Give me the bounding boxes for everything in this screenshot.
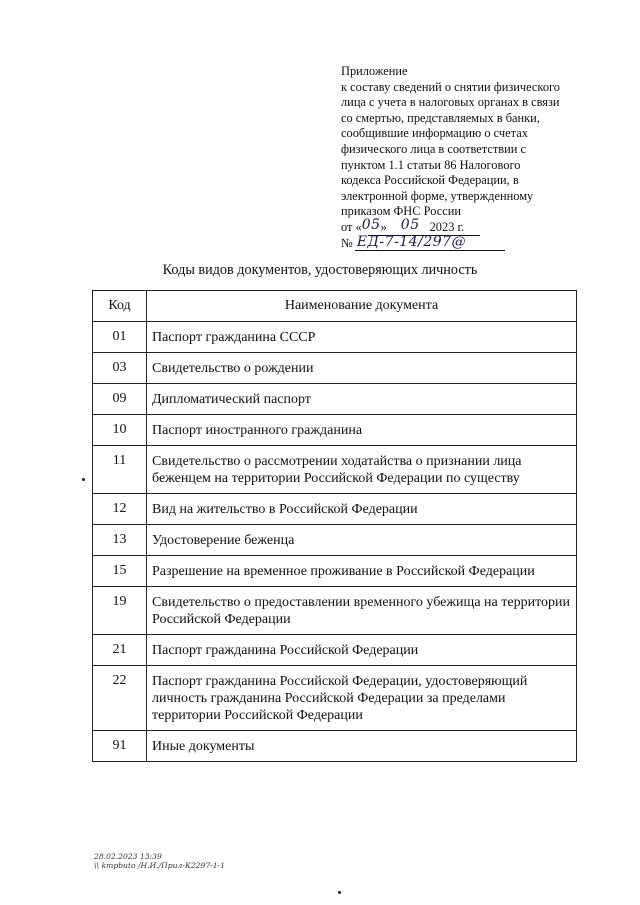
table-row: [93, 494, 577, 525]
name-cell: Разрешение на временное проживание в Российской Федерации: [147, 556, 577, 587]
table-row: [93, 446, 577, 494]
date-year: 2023 г.: [429, 219, 465, 234]
table-row: [93, 731, 577, 762]
appendix-line: приказом ФНС России: [341, 204, 461, 219]
code-cell: 09: [93, 384, 147, 415]
number-prefix: №: [341, 235, 353, 250]
code-cell: 21: [93, 635, 147, 666]
document-title: Коды видов документов, удостоверяющих личность: [162, 262, 478, 278]
code-cell: 13: [93, 525, 147, 556]
scan-speck: [338, 891, 341, 894]
table-row: [93, 322, 577, 353]
name-cell: Иные документы: [147, 731, 577, 762]
appendix-line: Приложение: [341, 64, 408, 78]
file-path: \\ kmpbuto /Н.И./Прил-К2297-1-1: [94, 861, 225, 870]
code-cell: 15: [93, 556, 147, 587]
appendix-line: к составу сведений о снятии физического: [341, 79, 560, 94]
name-cell: Паспорт иностранного гражданина: [147, 415, 577, 446]
appendix-line: физического лица в соответствии с: [341, 141, 526, 156]
code-cell: 91: [93, 731, 147, 762]
print-timestamp: 28.02.2023 13:39: [94, 852, 162, 861]
appendix-line: лица с учета в налоговых органах в связи: [341, 95, 560, 110]
name-cell: Дипломатический паспорт: [147, 384, 577, 415]
handwritten-month: 05: [400, 216, 420, 233]
name-cell: Паспорт гражданина Российской Федерации: [147, 635, 577, 666]
code-cell: 01: [93, 322, 147, 353]
appendix-header: [341, 64, 591, 251]
print-footer: [94, 852, 225, 870]
handwritten-day: 05: [361, 216, 381, 233]
order-number: [341, 233, 591, 252]
table-row: [93, 666, 577, 731]
date-mid: »: [380, 219, 387, 234]
code-cell: 19: [93, 587, 147, 635]
name-cell: Паспорт гражданина СССР: [147, 322, 577, 353]
date-prefix: от «: [341, 219, 362, 234]
code-cell: 22: [93, 666, 147, 731]
name-cell: Свидетельство о предоставлении временного убежища на территории Российской Федерации: [147, 587, 577, 635]
table-row: [93, 587, 577, 635]
table-row: [93, 415, 577, 446]
code-cell: 12: [93, 494, 147, 525]
code-cell: 10: [93, 415, 147, 446]
table-header-row: [93, 291, 577, 322]
name-cell: Удостоверение беженца: [147, 525, 577, 556]
appendix-line: пунктом 1.1 статьи 86 Налогового: [341, 157, 521, 172]
code-cell: 03: [93, 353, 147, 384]
header-code: Код: [93, 291, 147, 322]
name-cell: Паспорт гражданина Российской Федерации, удостоверяющий личность гражданина Российской Федерации за пределами территории Российской Федерации: [147, 666, 577, 731]
code-cell: 11: [93, 446, 147, 494]
table-row: [93, 635, 577, 666]
name-cell: Свидетельство о рассмотрении ходатайства о признании лица беженцем на территории Российской Федерации по существу: [147, 446, 577, 494]
table-row: [93, 353, 577, 384]
table-row: [93, 556, 577, 587]
name-cell: Вид на жительство в Российской Федерации: [147, 494, 577, 525]
document-codes-table: [92, 290, 577, 762]
handwritten-number: ЕД-7-14/297@: [356, 233, 467, 250]
header-name: Наименование документа: [147, 291, 577, 322]
appendix-line: со смертью, представляемых в банки,: [341, 110, 540, 125]
appendix-line: кодекса Российской Федерации, в: [341, 173, 519, 188]
name-cell: Свидетельство о рождении: [147, 353, 577, 384]
table-row: [93, 525, 577, 556]
number-underline: [355, 250, 505, 251]
appendix-line: сообщившие информацию о счетах: [341, 126, 528, 141]
scan-speck: [82, 478, 85, 481]
appendix-line: электронной форме, утвержденному: [341, 188, 534, 203]
table-row: [93, 384, 577, 415]
